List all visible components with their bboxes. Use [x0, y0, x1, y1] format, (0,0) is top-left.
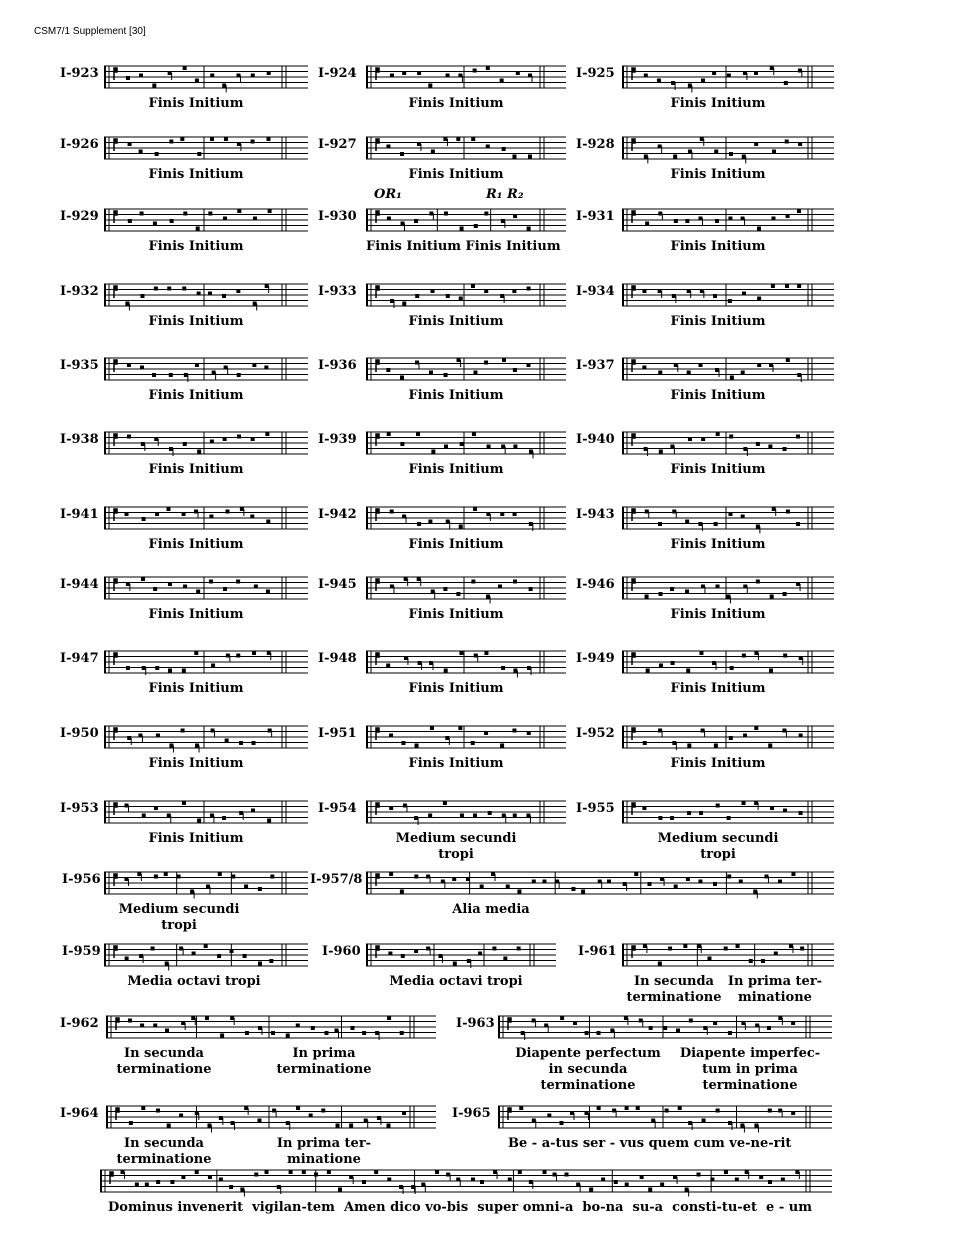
staff	[622, 573, 834, 603]
caption: Finis Initium	[148, 607, 244, 622]
caption: Media octavi tropi	[127, 974, 261, 989]
entry-id: I-947	[60, 651, 99, 666]
staff	[622, 354, 834, 384]
staff-svg	[366, 940, 556, 970]
staff	[104, 573, 308, 603]
staff-svg	[622, 354, 834, 384]
entry-id: I-923	[60, 66, 99, 81]
staff	[366, 722, 566, 752]
entry-id: I-932	[60, 284, 99, 299]
staff-svg	[366, 573, 566, 603]
caption: Finis Initium	[670, 96, 766, 111]
entry-id: I-937	[576, 358, 615, 373]
entry-id: I-959	[62, 944, 101, 959]
entry-id: I-940	[576, 432, 615, 447]
staff	[622, 428, 834, 458]
caption: Finis Initium Finis Initium	[366, 239, 561, 254]
entry-id: I-961	[578, 944, 617, 959]
entry-id: I-931	[576, 209, 615, 224]
staff	[106, 1102, 436, 1132]
staff	[104, 722, 308, 752]
staff-svg	[366, 722, 566, 752]
staff-svg	[100, 1166, 832, 1196]
staff	[366, 797, 566, 827]
staff	[366, 503, 566, 533]
entry-id: I-938	[60, 432, 99, 447]
staff-svg	[366, 428, 566, 458]
entry-id: I-942	[318, 507, 357, 522]
caption: Finis Initium	[148, 462, 244, 477]
entry-id: I-925	[576, 66, 615, 81]
caption: Diapente perfectum in secunda terminatione	[515, 1046, 661, 1093]
staff-svg	[366, 133, 566, 163]
caption: Finis Initium	[670, 681, 766, 696]
caption: Finis Initium	[408, 607, 504, 622]
entry-id: I-954	[318, 801, 357, 816]
staff	[366, 940, 556, 970]
caption: In prima ter- minatione	[276, 1136, 372, 1167]
staff	[622, 133, 834, 163]
entry-id: I-936	[318, 358, 357, 373]
staff-svg	[622, 280, 834, 310]
final-lyric: Dominus invenerit vigilan-tem Amen dico vo-bis super omni-a bo-na su-a consti-tu-et e - um	[108, 1200, 812, 1215]
staff-svg	[104, 428, 308, 458]
staff	[104, 205, 308, 235]
staff-svg	[366, 647, 566, 677]
staff	[366, 133, 566, 163]
caption: Finis Initium	[148, 831, 244, 846]
staff	[498, 1102, 832, 1132]
staff	[622, 647, 834, 677]
staff	[366, 573, 566, 603]
entry-id: I-952	[576, 726, 615, 741]
staff-svg	[366, 62, 566, 92]
entry-id: I-965	[452, 1106, 491, 1121]
caption: Finis Initium	[670, 607, 766, 622]
caption: Finis Initium	[408, 388, 504, 403]
caption: In secunda terminatione	[116, 1046, 212, 1077]
staff	[622, 62, 834, 92]
caption: Finis Initium	[408, 756, 504, 771]
staff	[366, 62, 566, 92]
caption: Finis Initium	[408, 681, 504, 696]
staff	[622, 205, 834, 235]
caption: Finis Initium	[670, 388, 766, 403]
caption: In prima ter- minatione	[727, 974, 823, 1005]
entry-id: I-955	[576, 801, 615, 816]
staff-svg	[104, 205, 308, 235]
staff-svg	[622, 205, 834, 235]
staff-svg	[622, 62, 834, 92]
entry-id: I-941	[60, 507, 99, 522]
entry-id: I-950	[60, 726, 99, 741]
caption: In secunda terminatione	[116, 1136, 212, 1167]
entry-id: I-951	[318, 726, 357, 741]
staff-svg	[104, 647, 308, 677]
caption: Medium secundi tropi	[395, 831, 517, 862]
staff-svg	[104, 797, 308, 827]
caption: Finis Initium	[670, 756, 766, 771]
caption: Finis Initium	[670, 239, 766, 254]
caption: Finis Initium	[148, 388, 244, 403]
staff	[622, 503, 834, 533]
staff-svg	[106, 1102, 436, 1132]
entry-id: I-963	[456, 1016, 495, 1031]
staff	[104, 940, 308, 970]
entry-id: I-926	[60, 137, 99, 152]
above-label: R₁ R₂	[486, 187, 524, 202]
caption: Finis Initium	[148, 537, 244, 552]
staff	[104, 868, 308, 898]
staff-svg	[498, 1102, 832, 1132]
staff-svg	[622, 503, 834, 533]
staff-svg	[498, 1012, 832, 1042]
staff-svg	[104, 722, 308, 752]
staff	[104, 503, 308, 533]
staff	[622, 797, 834, 827]
staff-svg	[366, 868, 834, 898]
staff-svg	[104, 62, 308, 92]
staff	[106, 1012, 436, 1042]
caption: Finis Initium	[670, 167, 766, 182]
staff	[104, 647, 308, 677]
entry-id: I-945	[318, 577, 357, 592]
entry-id: I-935	[60, 358, 99, 373]
staff	[104, 133, 308, 163]
staff-svg	[106, 1012, 436, 1042]
staff-svg	[104, 573, 308, 603]
entry-id: I-949	[576, 651, 615, 666]
staff	[104, 797, 308, 827]
caption: Finis Initium	[148, 314, 244, 329]
caption: Finis Initium	[148, 96, 244, 111]
staff-svg	[622, 940, 834, 970]
staff-svg	[366, 205, 566, 235]
staff	[622, 940, 834, 970]
entry-id: I-957/8	[310, 872, 363, 887]
staff-svg	[622, 647, 834, 677]
caption: Finis Initium	[408, 96, 504, 111]
staff	[498, 1012, 832, 1042]
caption: Finis Initium	[148, 239, 244, 254]
caption: Finis Initium	[408, 314, 504, 329]
entry-id: I-929	[60, 209, 99, 224]
staff-svg	[104, 280, 308, 310]
entry-id: I-944	[60, 577, 99, 592]
staff-svg	[622, 428, 834, 458]
entry-id: I-964	[60, 1106, 99, 1121]
staff	[622, 722, 834, 752]
entry-id: I-956	[62, 872, 101, 887]
staff	[100, 1166, 832, 1196]
caption: Diapente imperfec- tum in prima terminatione	[679, 1046, 821, 1093]
entry-id: I-946	[576, 577, 615, 592]
staff	[622, 280, 834, 310]
caption: Finis Initium	[148, 681, 244, 696]
staff-svg	[366, 280, 566, 310]
caption: In secunda terminatione	[626, 974, 722, 1005]
entry-id: I-934	[576, 284, 615, 299]
staff-svg	[104, 354, 308, 384]
staff	[366, 647, 566, 677]
staff-svg	[104, 868, 308, 898]
above-label: OR₁	[374, 187, 402, 202]
entry-id: I-960	[322, 944, 361, 959]
entry-id: I-928	[576, 137, 615, 152]
entry-id: I-930	[318, 209, 357, 224]
staff	[104, 62, 308, 92]
staff-svg	[366, 503, 566, 533]
entry-id: I-939	[318, 432, 357, 447]
staff-svg	[622, 722, 834, 752]
caption: Alia media	[452, 902, 530, 917]
caption: Media octavi tropi	[389, 974, 523, 989]
staff-svg	[622, 797, 834, 827]
staff	[366, 428, 566, 458]
entry-id: I-924	[318, 66, 357, 81]
lyric-text: Be - a-tus ser - vus quem cum ve-ne-rit	[508, 1136, 792, 1151]
caption: Finis Initium	[670, 537, 766, 552]
staff	[366, 205, 566, 235]
staff	[366, 280, 566, 310]
caption: Finis Initium	[148, 756, 244, 771]
entry-id: I-953	[60, 801, 99, 816]
staff	[104, 354, 308, 384]
staff	[366, 354, 566, 384]
caption: Finis Initium	[148, 167, 244, 182]
caption: Finis Initium	[408, 537, 504, 552]
caption: Finis Initium	[670, 462, 766, 477]
caption: In prima terminatione	[276, 1046, 372, 1077]
caption: Finis Initium	[670, 314, 766, 329]
staff	[366, 868, 834, 898]
caption: Finis Initium	[408, 167, 504, 182]
staff-svg	[366, 797, 566, 827]
entry-id: I-943	[576, 507, 615, 522]
page-header: CSM7/1 Supplement [30]	[34, 26, 146, 37]
caption: Medium secundi tropi	[118, 902, 240, 933]
staff-svg	[104, 940, 308, 970]
staff	[104, 428, 308, 458]
staff	[104, 280, 308, 310]
entry-id: I-948	[318, 651, 357, 666]
caption: Medium secundi tropi	[657, 831, 779, 862]
entry-id: I-962	[60, 1016, 99, 1031]
staff-svg	[366, 354, 566, 384]
staff-svg	[622, 133, 834, 163]
staff-svg	[104, 133, 308, 163]
entry-id: I-927	[318, 137, 357, 152]
staff-svg	[104, 503, 308, 533]
entry-id: I-933	[318, 284, 357, 299]
caption: Finis Initium	[408, 462, 504, 477]
staff-svg	[622, 573, 834, 603]
